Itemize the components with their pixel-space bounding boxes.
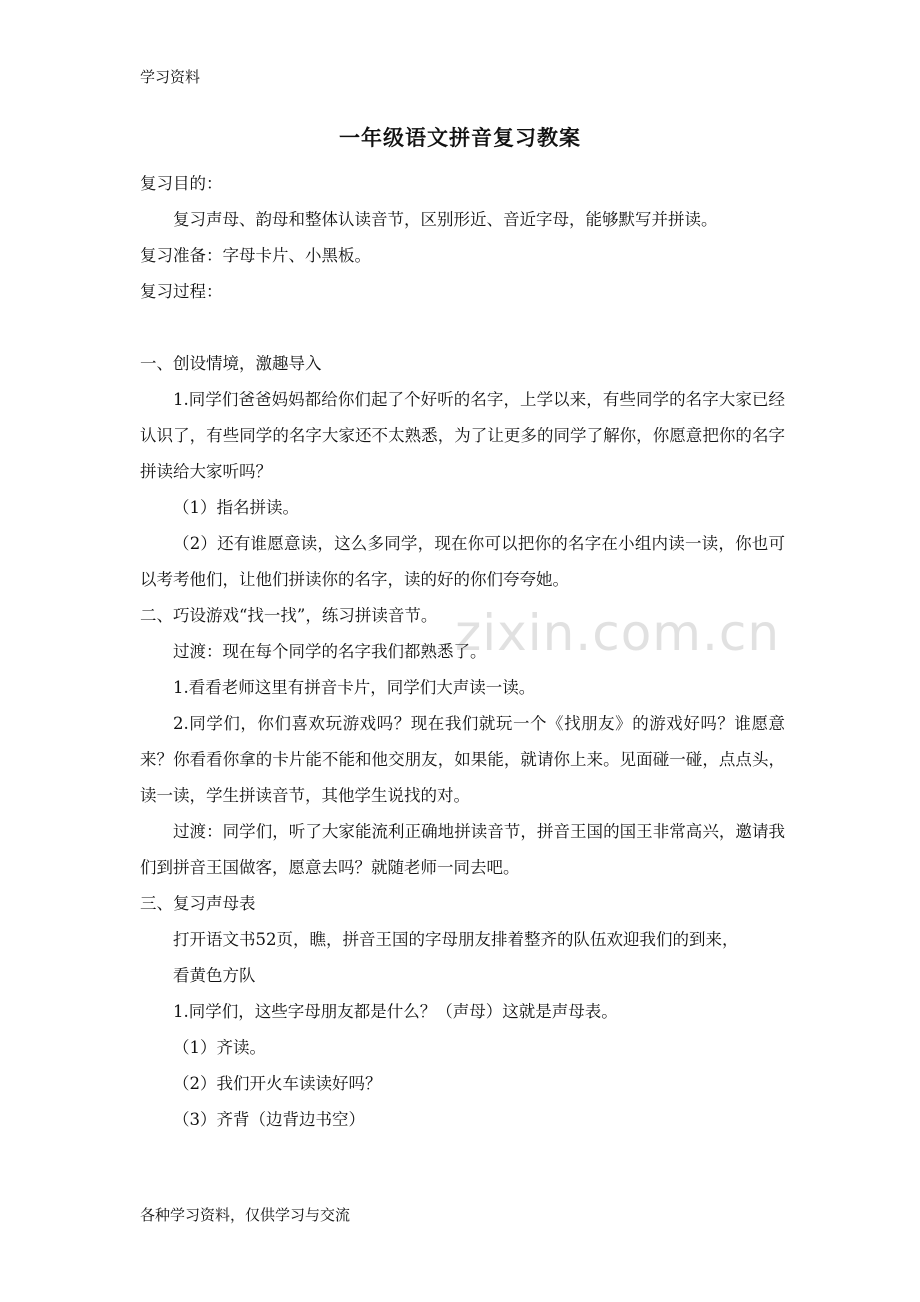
preparation-text: 复习准备：字母卡片、小黑板。 [140, 246, 371, 265]
heading-part-1: 一、创设情境，激趣导入 [140, 354, 322, 373]
heading-part-3: 三、复习声母表 [140, 894, 256, 913]
paragraph: 1.看看老师这里有拼音卡片，同学们大声读一读。 [173, 678, 536, 697]
purpose-text: 复习声母、韵母和整体认读音节，区别形近、音近字母，能够默写并拼读。 [173, 210, 718, 229]
paragraph: 1.同学们，这些字母朋友都是什么？（声母）这就是声母表。 [173, 1002, 618, 1021]
list-item: （3）齐背（边背边书空） [173, 1110, 365, 1129]
paragraph: 1.同学们爸爸妈妈都给你们起了个好听的名字，上学以来，有些同学的名字大家已经认识了，有些同学的名字大家还不太熟悉，为了让更多的同学了解你，你愿意把你的名字拼读给大家听吗？ [140, 390, 785, 481]
list-item: （1）齐读。 [173, 1038, 266, 1057]
blank-line [140, 310, 785, 346]
section-label-purpose: 复习目的： [140, 174, 223, 193]
list-item: （2）我们开火车读读好吗？ [173, 1074, 382, 1093]
document-body [140, 166, 785, 1138]
paragraph: 过渡：现在每个同学的名字我们都熟悉了。 [173, 642, 487, 661]
paragraph: 看黄色方队 [173, 966, 256, 985]
paragraph: （2）还有谁愿意读，这么多同学，现在你可以把你的名字在小组内读一读，你也可以考考他们，让他们拼读你的名字，读的好的你们夸夸她。 [140, 534, 785, 589]
document-title: 一年级语文拼音复习教案 [339, 125, 581, 150]
paragraph: 2.同学们，你们喜欢玩游戏吗？现在我们就玩一个《找朋友》的游戏好吗？谁愿意来？你看看你拿的卡片能不能和他交朋友，如果能，就请你上来。见面碰一碰，点点头，读一读，学生拼读音节，其他学生说找的对。 [140, 714, 785, 805]
footer-note: 各种学习资料，仅供学习与交流 [140, 1206, 351, 1224]
heading-part-2: 二、巧设游戏“找一找”，练习拼读音节。 [140, 606, 438, 625]
paragraph: 过渡：同学们，听了大家能流利正确地拼读音节，拼音王国的国王非常高兴，邀请我们到拼音王国做客，愿意去吗？就随老师一同去吧。 [140, 822, 785, 877]
paragraph: 打开语文书52页，瞧，拼音王国的字母朋友排着整齐的队伍欢迎我们的到来， [173, 930, 739, 949]
header-note: 学习资料 [140, 68, 201, 86]
section-label-process: 复习过程： [140, 282, 223, 301]
watermark: zixin.com.cn [455, 604, 781, 662]
list-item: （1）指名拼读。 [173, 498, 299, 517]
